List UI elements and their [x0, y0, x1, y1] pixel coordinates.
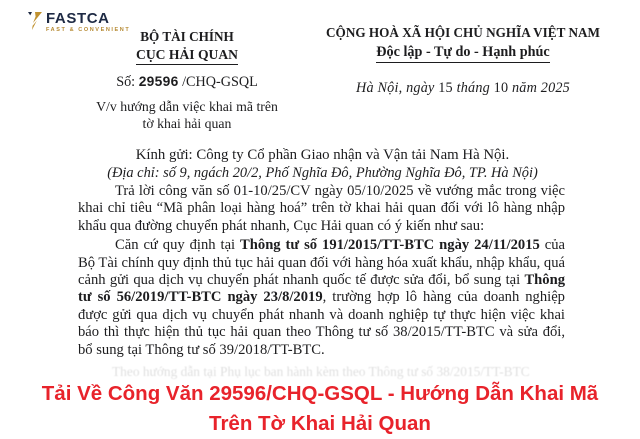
- fastca-bolt-icon: [27, 12, 43, 30]
- national-header-block: [296, 25, 630, 97]
- document-number: Số: 29596 /CHQ-GSQL: [116, 74, 258, 90]
- paragraph-legal-basis: Căn cứ quy định tại Thông tư số 191/2015/TT-BTC ngày 24/11/2015 của Bộ Tài chính quy định thủ tục hải quan đối với hàng hóa xuất khẩu, nhập khẩu, quá cảnh gửi qua dịch vụ chuyển phát nhanh quốc tế được sửa đổi, bổ sung tại Thông tư số 56/2019/TT-BTC ngày 23/8/2019, trường hợp lô hàng của doanh nghiệp được gửi qua dịch vụ chuyển phát nhanh và doanh nghiệp tự thực hiện việc khai báo thì thực hiện thủ tục hải quan theo Thông tư số 38/2015/TT-BTC và sửa đổi, bổ sung tại Thông tư số 39/2018/TT-BTC.: [78, 237, 565, 358]
- subject-line-2: tờ khai hải quan: [142, 115, 232, 131]
- fastca-brand: FASTCA: [46, 10, 110, 27]
- download-title-line-2[interactable]: Trên Tờ Khai Hải Quan: [209, 412, 431, 435]
- download-article-title[interactable]: [0, 379, 640, 439]
- recipient-address: (Địa chỉ: số 9, ngách 20/2, Phố Nghĩa Đô, Phường Nghĩa Đô, TP. Hà Nội): [107, 165, 538, 181]
- country-name: CỘNG HOÀ XÃ HỘI CHỦ NGHĨA VIỆT NAM: [326, 25, 600, 40]
- issue-date: Hà Nội, ngày 15 tháng 10 năm 2025: [356, 79, 570, 96]
- issuing-authority-block: [96, 29, 278, 65]
- ministry-name: BỘ TÀI CHÍNH: [140, 29, 234, 44]
- letter-body: [78, 183, 565, 361]
- download-title-line-1[interactable]: Tải Về Công Văn 29596/CHQ-GSQL - Hướng Dẫn Khai Mã: [41, 382, 599, 405]
- recipient-block: [70, 147, 575, 182]
- department-name: CỤC HẢI QUAN: [96, 46, 278, 66]
- national-motto: Độc lập - Tự do - Hạnh phúc: [296, 43, 630, 63]
- fastca-tagline: FAST & CONVENIENT: [46, 27, 131, 33]
- recipient-line: Kính gửi: Công ty Cổ phần Giao nhận và Vận tải Nam Hà Nội.: [135, 147, 510, 163]
- document-subject: [96, 99, 278, 133]
- paragraph-reply: Trả lời công văn số 01-10/25/CV ngày 05/10/2025 về vướng mắc trong việc khai chỉ tiêu “Mã phân loại hàng hoá” trên tờ khai hải quan đối với lô hàng nhập khẩu qua đường chuyển phát nhanh, Cục Hải quan có ý kiến như sau:: [78, 183, 565, 234]
- faded-cutoff-text: Theo hướng dẫn tại Phụ lục ban hành kèm theo Thông tư số 38/2015/TT-BTC: [112, 364, 530, 379]
- subject-line-1: V/v hướng dẫn việc khai mã trên: [96, 99, 278, 114]
